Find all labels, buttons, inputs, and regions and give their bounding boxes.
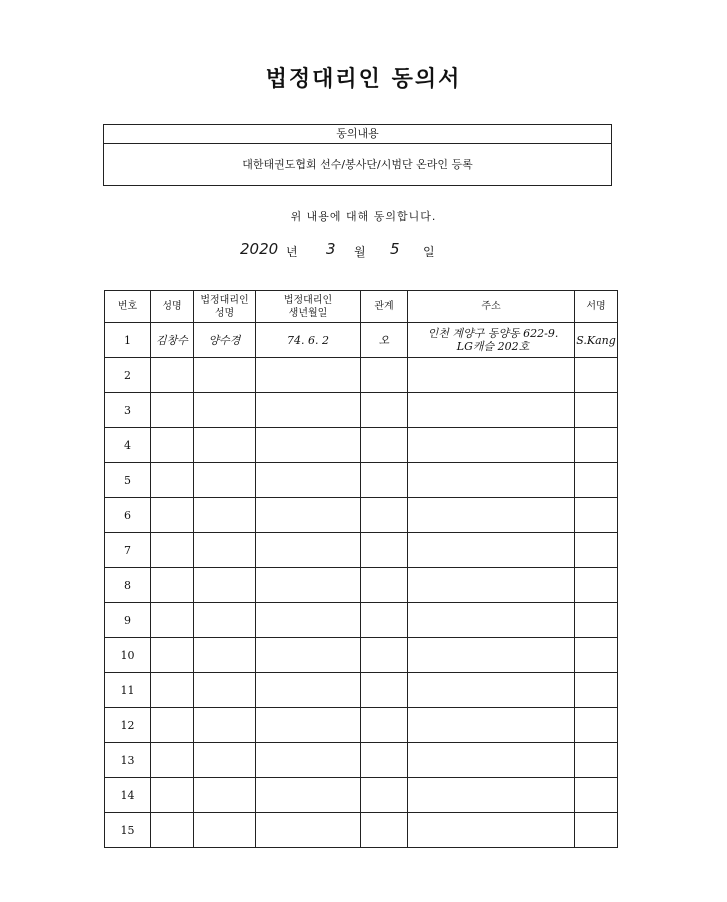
row-signature xyxy=(575,393,618,428)
header-no: 번호 xyxy=(105,291,151,323)
row-relation xyxy=(361,533,408,568)
row-name xyxy=(151,638,194,673)
row-guardian-name xyxy=(194,358,256,393)
row-name xyxy=(151,743,194,778)
row-relation xyxy=(361,463,408,498)
row-no: 11 xyxy=(105,673,151,708)
row-guardian-name xyxy=(194,463,256,498)
row-address xyxy=(408,778,575,813)
row-guardian-birth xyxy=(256,603,361,638)
row-relation xyxy=(361,428,408,463)
date-month-label: 월 xyxy=(354,245,366,259)
row-name xyxy=(151,778,194,813)
table-row xyxy=(105,498,618,533)
row-guardian-name xyxy=(194,708,256,743)
date-year: 2020 xyxy=(240,240,279,258)
header-name: 성명 xyxy=(151,291,194,323)
row-guardian-name xyxy=(194,813,256,848)
table-row xyxy=(105,673,618,708)
date-year-label: 년 xyxy=(286,245,298,259)
row-no: 2 xyxy=(105,358,151,393)
row-address xyxy=(408,638,575,673)
row-name xyxy=(151,673,194,708)
row-guardian-birth xyxy=(256,498,361,533)
row-address xyxy=(408,813,575,848)
row-address xyxy=(408,463,575,498)
row-guardian-name xyxy=(194,533,256,568)
row-guardian-birth xyxy=(256,673,361,708)
consent-content-text: 대한태권도협회 선수/봉사단/시범단 온라인 등록 xyxy=(242,158,473,171)
row-no: 5 xyxy=(105,463,151,498)
header-guardian-birth xyxy=(256,291,361,323)
row-guardian-birth xyxy=(256,463,361,498)
row-signature xyxy=(575,463,618,498)
row-address xyxy=(408,673,575,708)
guardian-consent-table xyxy=(104,290,618,848)
row-guardian-birth xyxy=(256,568,361,603)
row-address xyxy=(408,568,575,603)
row-no: 13 xyxy=(105,743,151,778)
row-signature xyxy=(575,743,618,778)
row-relation xyxy=(361,813,408,848)
row-guardian-birth: 74. 6. 2 xyxy=(256,323,361,358)
row-guardian-name xyxy=(194,498,256,533)
row-name xyxy=(151,358,194,393)
row-address xyxy=(408,428,575,463)
row-address xyxy=(408,323,575,358)
table-row xyxy=(105,428,618,463)
header-guardian-birth-line1: 법정대리인 xyxy=(283,294,333,306)
date-day: 5 xyxy=(390,240,400,258)
row-relation: 오 xyxy=(361,323,408,358)
row-signature xyxy=(575,533,618,568)
row-guardian-birth xyxy=(256,358,361,393)
row-guardian-name xyxy=(194,428,256,463)
row-no: 4 xyxy=(105,428,151,463)
row-signature xyxy=(575,603,618,638)
row-address xyxy=(408,603,575,638)
row-guardian-name xyxy=(194,603,256,638)
row-address-line2: LG캐슬 202호 xyxy=(456,340,530,353)
row-relation xyxy=(361,638,408,673)
row-no: 15 xyxy=(105,813,151,848)
header-guardian-name xyxy=(194,291,256,323)
row-address xyxy=(408,498,575,533)
row-name: 김창수 xyxy=(151,323,194,358)
table-row xyxy=(105,603,618,638)
row-guardian-birth xyxy=(256,813,361,848)
row-guardian-birth xyxy=(256,708,361,743)
row-guardian-birth xyxy=(256,533,361,568)
row-signature xyxy=(575,428,618,463)
row-name xyxy=(151,813,194,848)
table-row xyxy=(105,568,618,603)
row-guardian-name xyxy=(194,673,256,708)
header-guardian-name-line1: 법정대리인 xyxy=(200,294,249,306)
row-guardian-name xyxy=(194,778,256,813)
row-address xyxy=(408,393,575,428)
table-row xyxy=(105,778,618,813)
row-name xyxy=(151,708,194,743)
row-guardian-birth xyxy=(256,638,361,673)
row-name xyxy=(151,568,194,603)
row-guardian-birth xyxy=(256,393,361,428)
row-address xyxy=(408,708,575,743)
date-day-label: 일 xyxy=(423,245,435,259)
page-title: 법정대리인 동의서 xyxy=(265,67,462,92)
table-row xyxy=(105,638,618,673)
header-address: 주소 xyxy=(408,291,575,323)
row-relation xyxy=(361,568,408,603)
header-guardian-name-line2: 성명 xyxy=(214,307,235,319)
row-signature: S.Kang xyxy=(575,323,618,358)
row-name xyxy=(151,533,194,568)
date-month: 3 xyxy=(326,240,336,258)
consent-content-box xyxy=(103,124,612,186)
table-row xyxy=(105,708,618,743)
row-signature xyxy=(575,708,618,743)
table-row xyxy=(105,533,618,568)
row-no: 10 xyxy=(105,638,151,673)
row-relation xyxy=(361,603,408,638)
row-relation xyxy=(361,358,408,393)
row-name xyxy=(151,498,194,533)
row-address-line1: 인천 계양구 동양동 622-9. xyxy=(427,327,559,340)
row-guardian-birth xyxy=(256,778,361,813)
row-relation xyxy=(361,708,408,743)
row-guardian-name: 양수경 xyxy=(194,323,256,358)
row-name xyxy=(151,603,194,638)
table-row xyxy=(105,813,618,848)
row-address xyxy=(408,358,575,393)
row-signature xyxy=(575,638,618,673)
table-row xyxy=(105,393,618,428)
row-guardian-name xyxy=(194,568,256,603)
row-no: 3 xyxy=(105,393,151,428)
row-signature xyxy=(575,813,618,848)
table-header-row xyxy=(105,291,618,323)
row-name xyxy=(151,393,194,428)
row-signature xyxy=(575,673,618,708)
row-no: 12 xyxy=(105,708,151,743)
row-relation xyxy=(361,393,408,428)
row-guardian-birth xyxy=(256,428,361,463)
row-no: 7 xyxy=(105,533,151,568)
agreement-statement: 위 내용에 대해 동의합니다. xyxy=(290,210,437,223)
row-no: 8 xyxy=(105,568,151,603)
row-signature xyxy=(575,358,618,393)
row-address xyxy=(408,743,575,778)
row-address xyxy=(408,533,575,568)
row-guardian-birth xyxy=(256,743,361,778)
row-guardian-name xyxy=(194,393,256,428)
row-relation xyxy=(361,498,408,533)
header-relation: 관계 xyxy=(361,291,408,323)
row-relation xyxy=(361,743,408,778)
row-no: 6 xyxy=(105,498,151,533)
row-no: 14 xyxy=(105,778,151,813)
row-name xyxy=(151,428,194,463)
header-guardian-birth-line2: 생년월일 xyxy=(288,307,328,319)
row-guardian-name xyxy=(194,638,256,673)
row-signature xyxy=(575,498,618,533)
row-relation xyxy=(361,673,408,708)
table-row xyxy=(105,463,618,498)
table-row xyxy=(105,743,618,778)
row-guardian-name xyxy=(194,743,256,778)
row-signature xyxy=(575,568,618,603)
table-row xyxy=(105,358,618,393)
row-signature xyxy=(575,778,618,813)
row-no: 9 xyxy=(105,603,151,638)
row-name xyxy=(151,463,194,498)
table-row xyxy=(105,323,618,358)
header-signature: 서명 xyxy=(575,291,618,323)
consent-content-header: 동의내용 xyxy=(104,125,611,144)
row-no: 1 xyxy=(105,323,151,358)
row-relation xyxy=(361,778,408,813)
